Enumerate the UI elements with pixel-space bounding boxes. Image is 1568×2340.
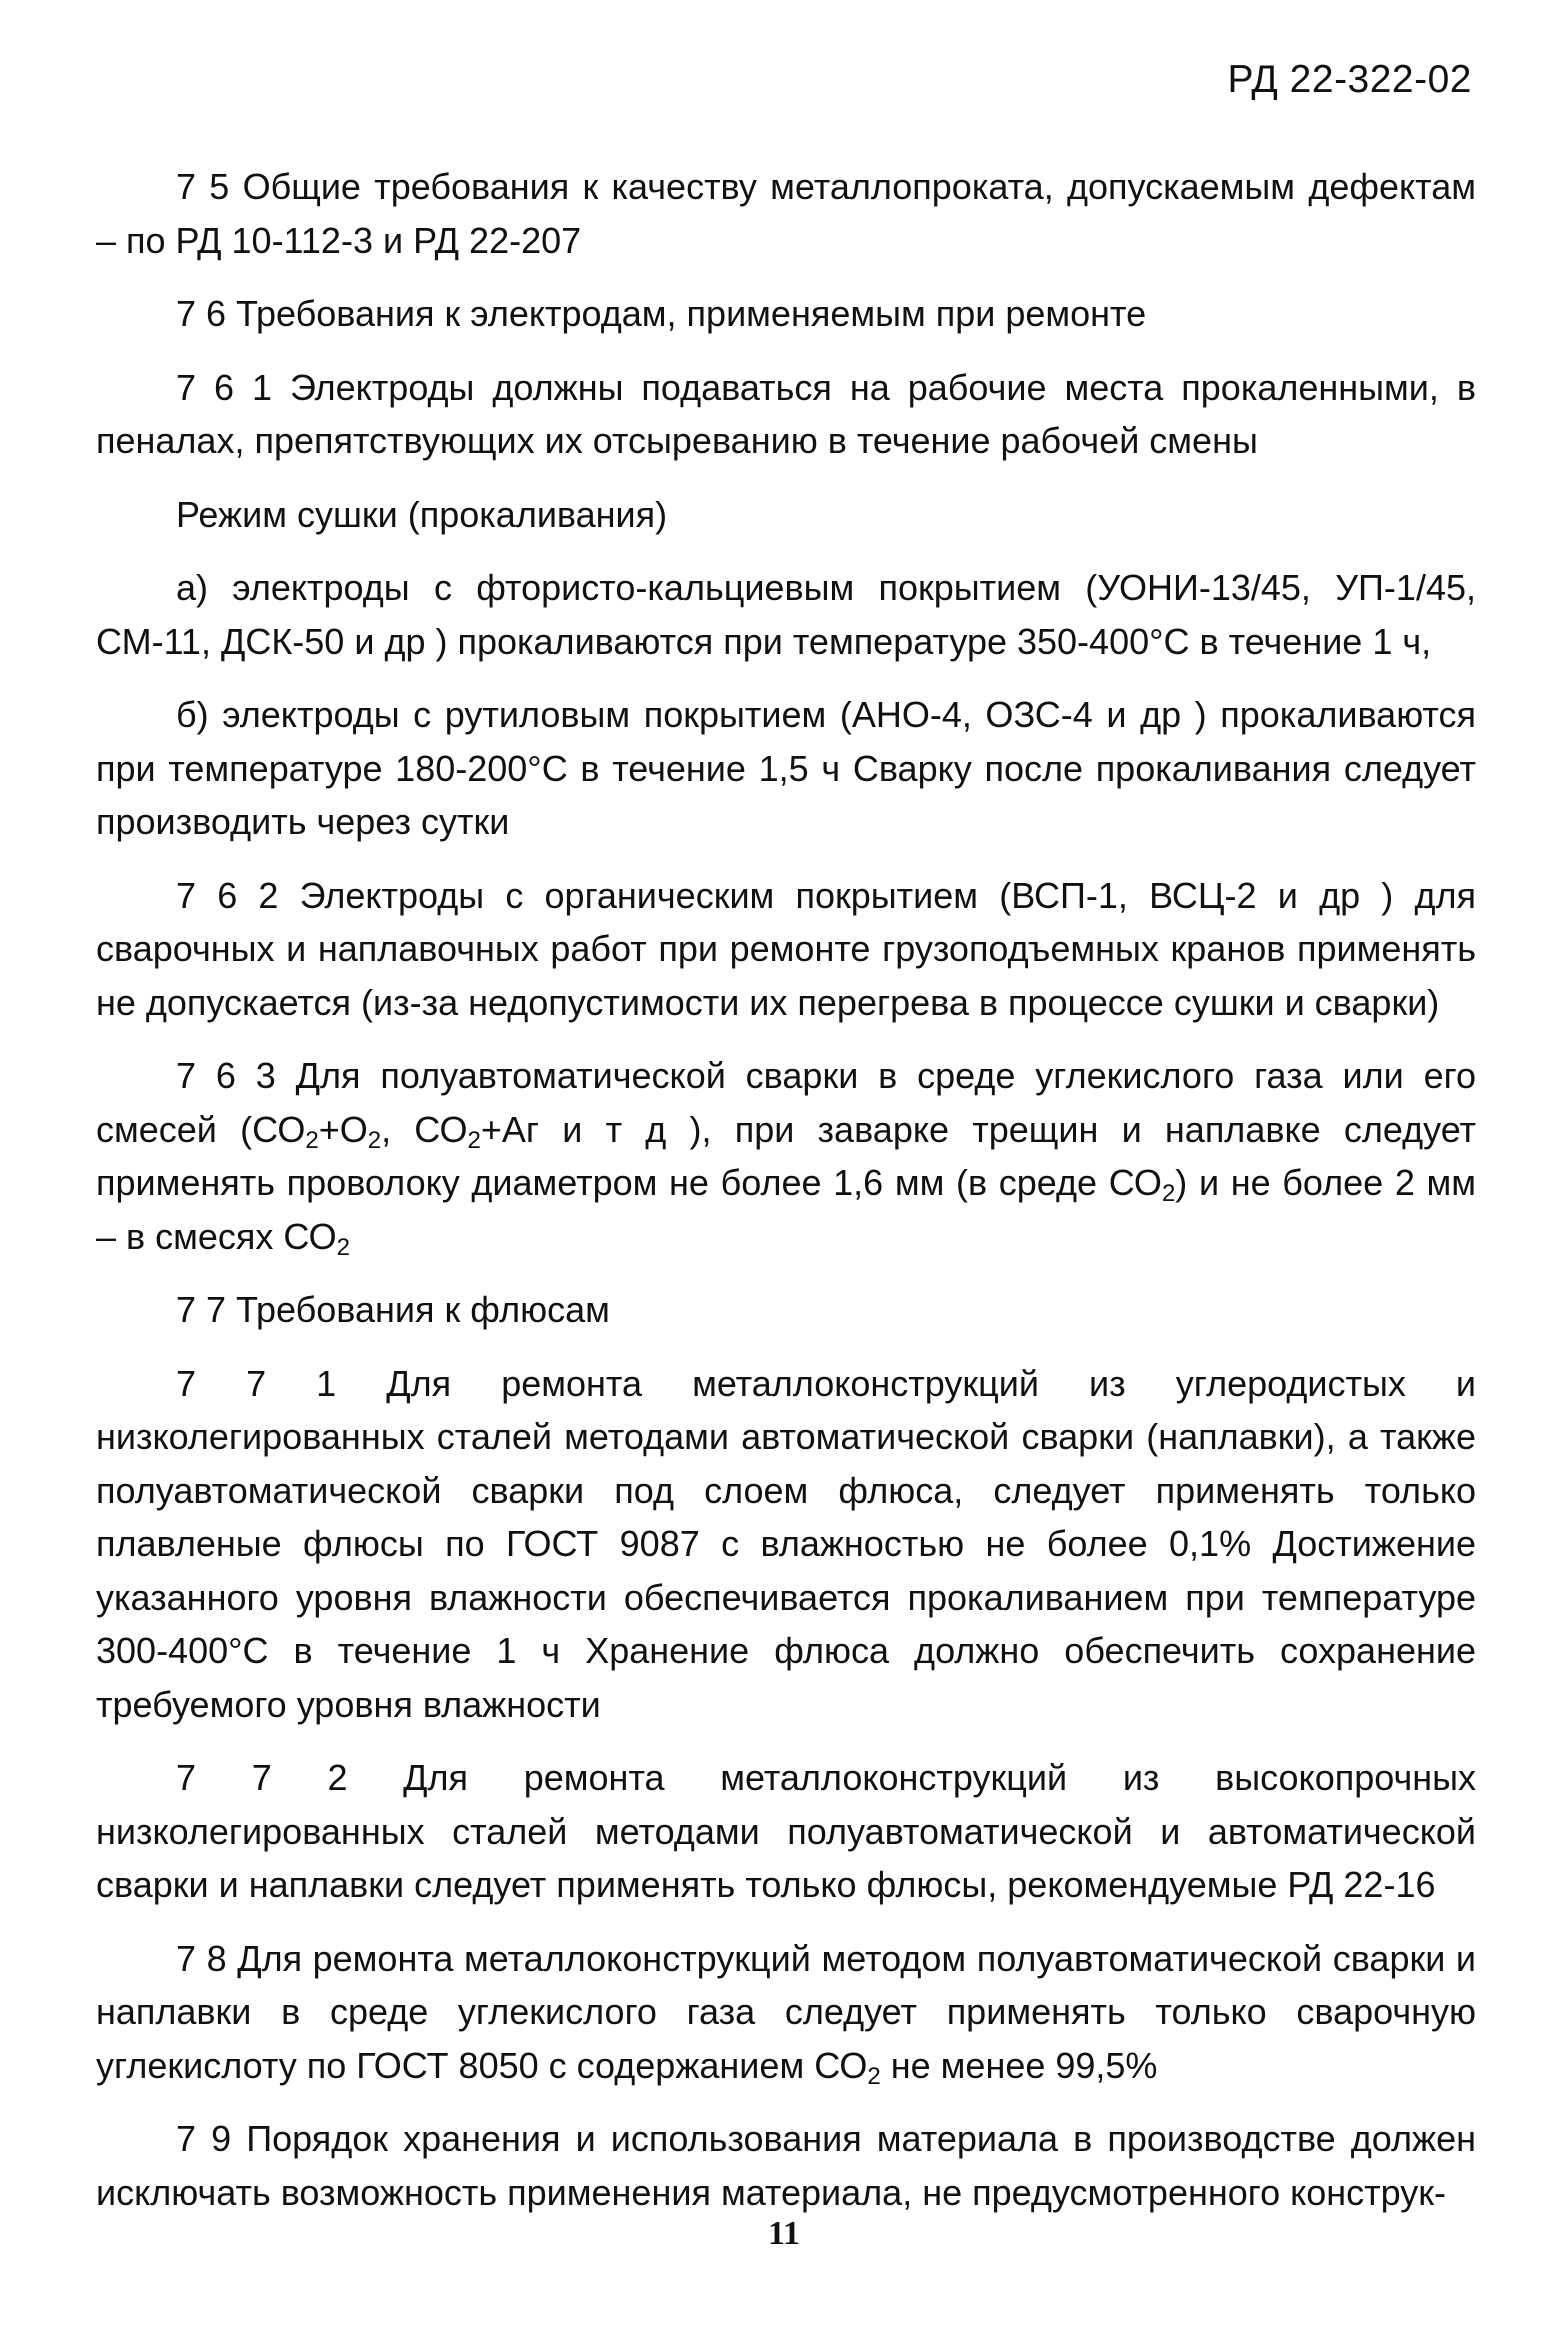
text-run: ) и не более 2 мм – в смесях СО	[96, 1162, 1476, 1257]
paragraph-7-7-1: 7 7 1 Для ремонта металлоконструкций из углеродистых и низколегированных сталей методами автоматической сварки (наплавки), а также полуавтоматической сварки под слоем флюса, следует применять только плавленые флюсы по ГОСТ 9087 с влажностью не более 0,1% Достижение указанного уровня влажности обеспечивается прокаливанием при температуре 300-400°С в течение 1 ч Хранение флюса должно обеспечить сохранение требуемого уровня влажности	[96, 1362, 1476, 1725]
paragraph-7-7-2: 7 7 2 Для ремонта металлоконструкций из высокопрочных низколегированных сталей методами полуавтоматической и автоматической сварки и наплавки следует применять только флюсы, рекомендуемые РД 22-16	[96, 1757, 1476, 1905]
paragraph-7-6-1: 7 6 1 Электроды должны подаваться на рабочие места прокаленными, в пеналах, препятствующих их отсыреванию в течение рабочей смены	[96, 366, 1476, 461]
subscript: 2	[467, 1126, 481, 1154]
paragraph-7-9: 7 9 Порядок хранения и использования материала в производстве должен исключать возможность применения материала, не предусмотренного конструк-	[96, 2118, 1476, 2213]
page-number: 11	[767, 2215, 801, 2252]
subscript: 2	[367, 1126, 382, 1154]
paragraph-7-6: 7 6 Требования к электродам, применяемым при ремонте	[176, 293, 1147, 334]
text-run: +Аг и т д ), при заварке трещин и наплавке следует применять проволоку диаметром не более 1,6 мм (в среде СО	[96, 1108, 1477, 1203]
paragraph-7-6-2: 7 6 2 Электроды с органическим покрытием (ВСП-1, ВСЦ-2 и др ) для сварочных и наплавочных работ при ремонте грузоподъемных кранов применять не допускается (из-за недопустимости их перегрева в процессе сушки и сварки)	[96, 874, 1476, 1023]
subscript: 2	[336, 1233, 350, 1261]
paragraph-7-5: 7 5 Общие требования к качеству металлопроката, допускаемым дефектам – по РД 10-112-3 и РД 22-207	[96, 166, 1476, 261]
paragraph-7-7: 7 7 Требования к флюсам	[176, 1289, 610, 1330]
paragraph-7-6-3	[96, 1049, 1476, 1263]
text-run: 7 8 Для ремонта металлоконструкций методом полуавтоматической сварки и наплавки в среде углекислого газа следует применять только сварочную углекислоту по ГОСТ 8050 с содержанием СО	[96, 1937, 1476, 2086]
subscript: 2	[305, 1126, 319, 1154]
text-run: +О	[318, 1108, 368, 1150]
subscript: 2	[867, 2062, 881, 2090]
document-code: РД 22-322-02	[1227, 58, 1472, 101]
text-run: 7 6 3 Для полуавтоматической сварки в среде углекислого газа или его смесей (СО	[96, 1055, 1476, 1150]
paragraph-item-b: б) электроды с рутиловым покрытием (АНО-4, ОЗС-4 и др ) прокаливаются при температуре 180-200°С в течение 1,5 ч Сварку после прокаливания следует производить через сутки	[96, 694, 1476, 842]
subscript: 2	[1161, 1180, 1176, 1207]
document-body	[96, 160, 1476, 2239]
paragraph-7-8	[96, 1932, 1476, 2093]
text-run: не менее 99,5%	[880, 2044, 1158, 2086]
paragraph-drying-mode: Режим сушки (прокаливания)	[176, 493, 668, 535]
paragraph-item-a: а) электроды с фтористо-кальциевым покрытием (УОНИ-13/45, УП-1/45, СМ-11, ДСК-50 и др ) прокаливаются при температуре 350-400°С в течение 1 ч,	[96, 567, 1476, 662]
text-run: , СО	[381, 1108, 468, 1150]
